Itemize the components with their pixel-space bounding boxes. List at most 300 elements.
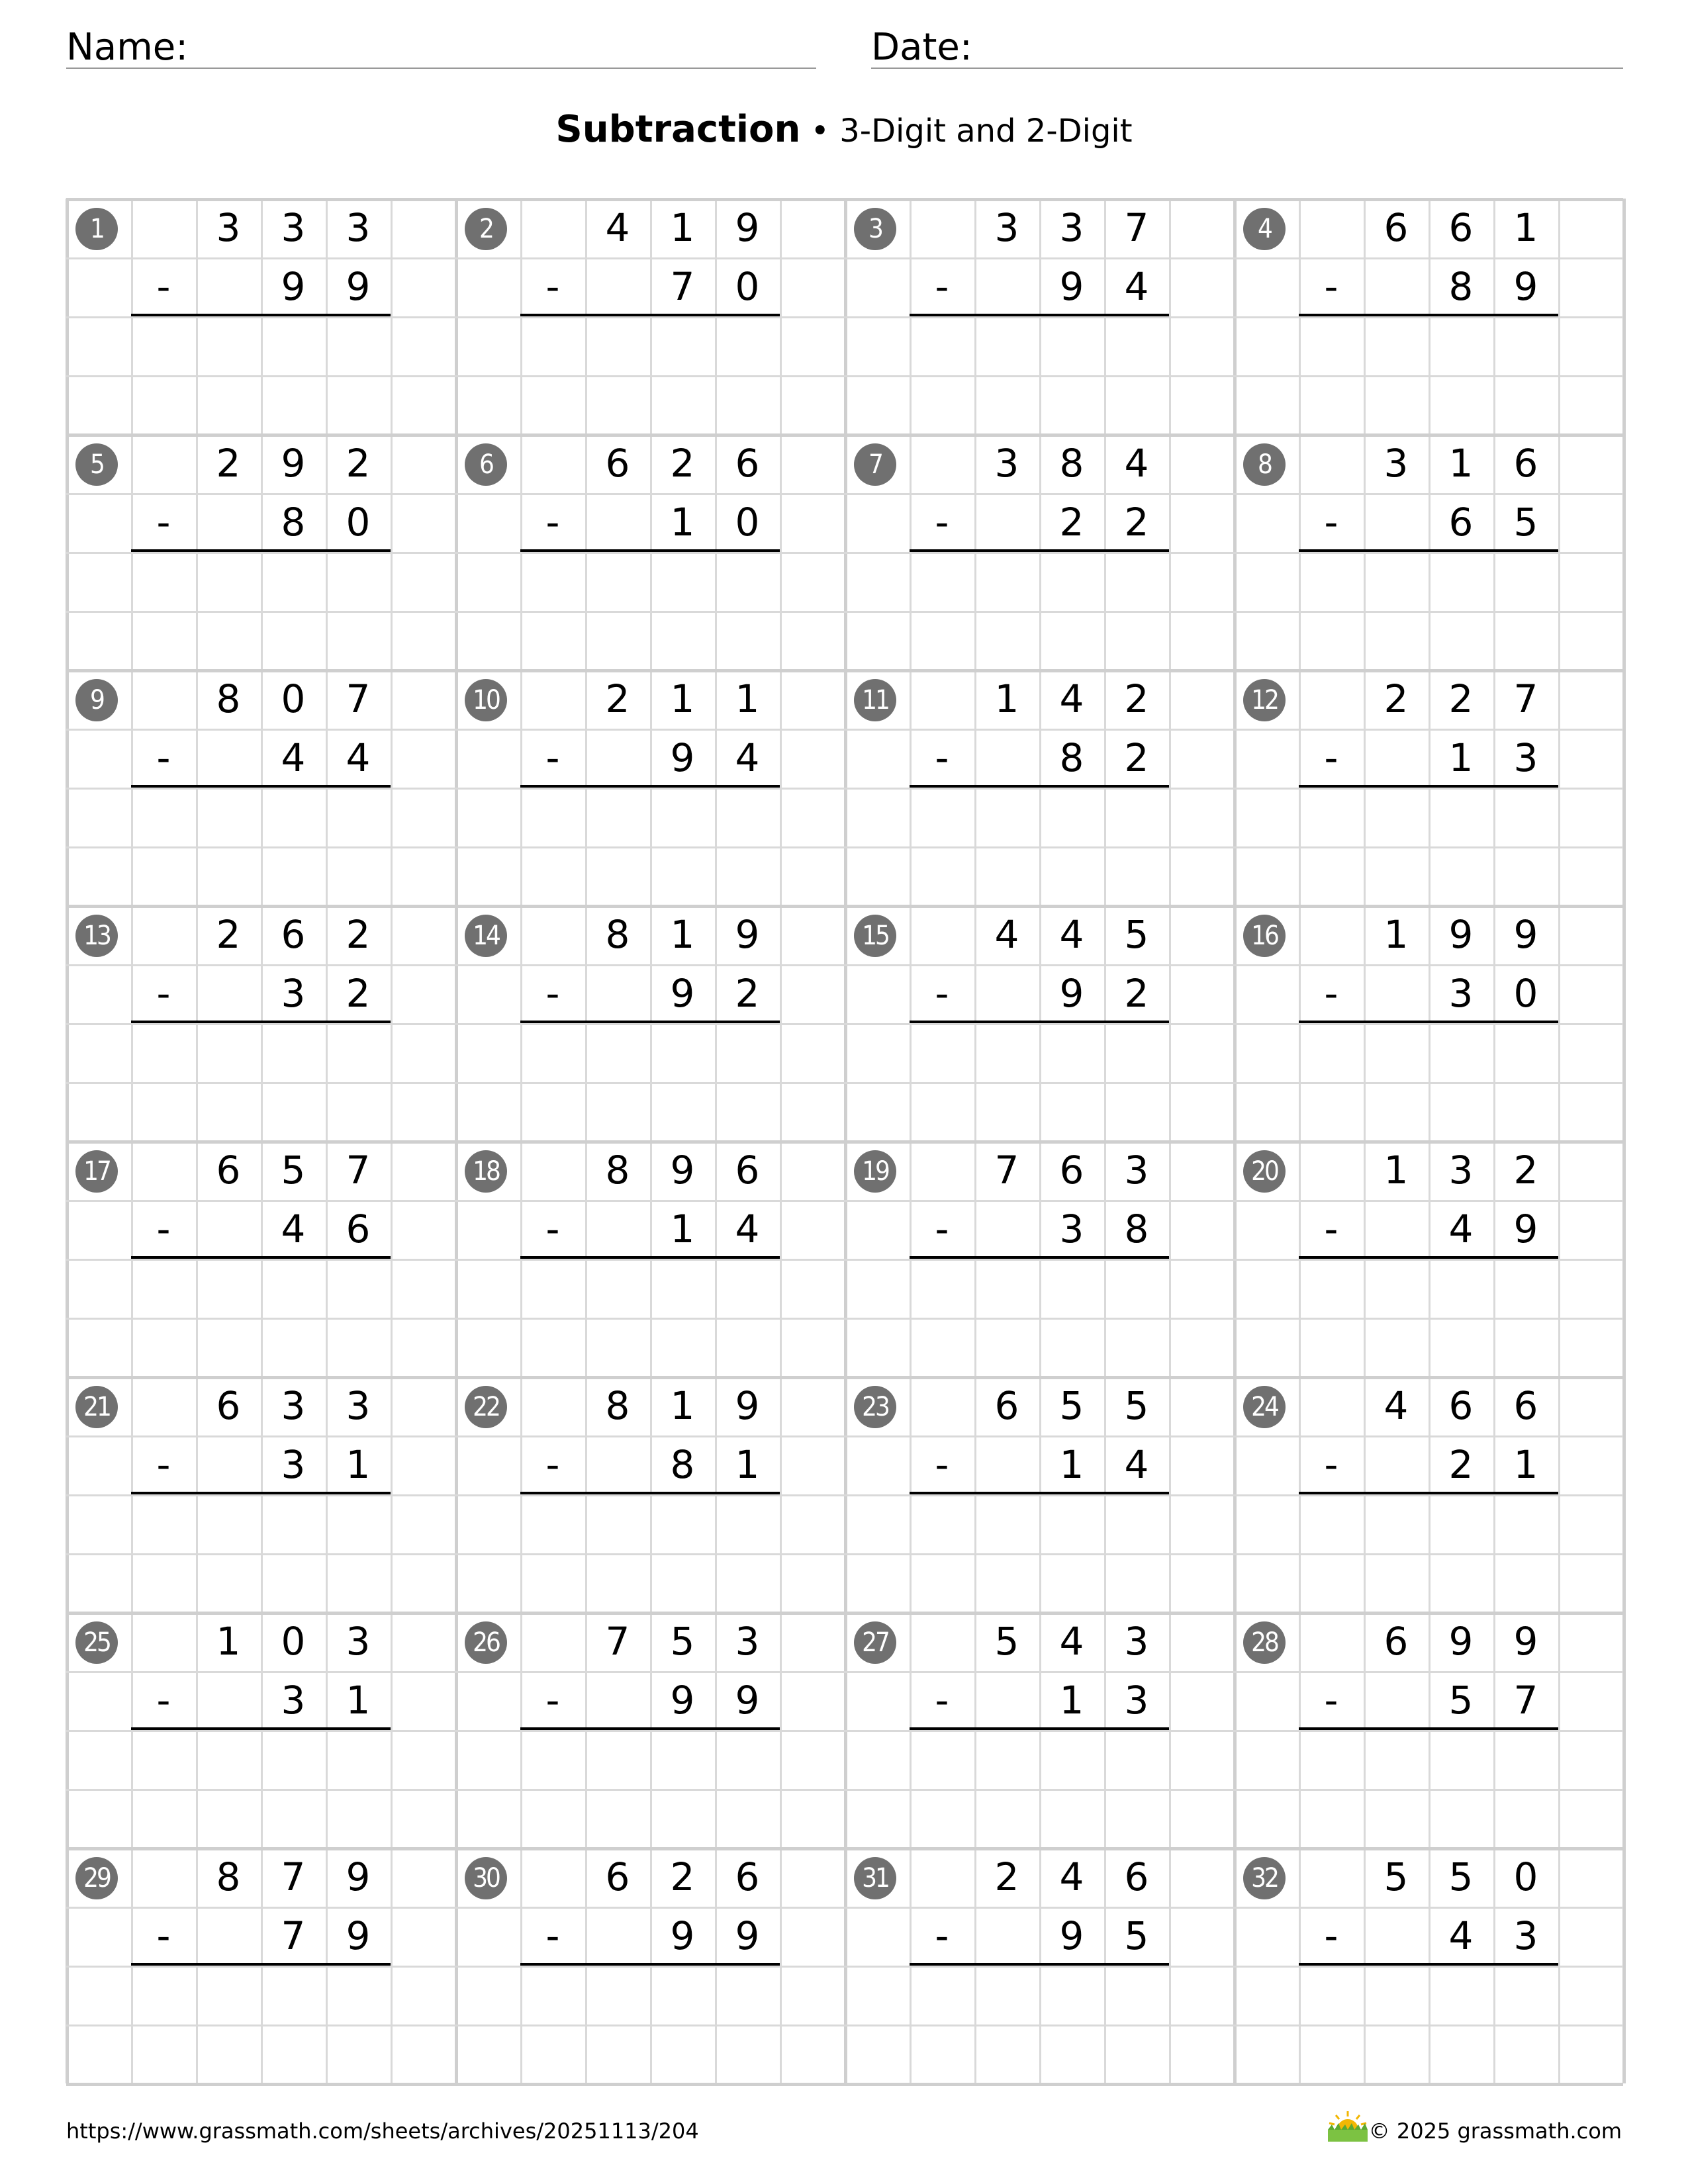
minuend-digit: 3	[1383, 441, 1409, 486]
minus-sign: -	[545, 1442, 560, 1487]
subtrahend-digit: 8	[1448, 264, 1474, 309]
minuend-digit: 6	[1448, 205, 1474, 250]
answer-line	[910, 785, 1169, 788]
subtrahend-digit: 4	[1448, 1206, 1474, 1251]
minuend-digit: 6	[1513, 1383, 1538, 1428]
subtrahend-digit: 6	[1448, 500, 1474, 545]
minus-sign: -	[545, 1678, 560, 1723]
minuend-digit: 1	[1513, 205, 1538, 250]
subtitle-text: 3-Digit and 2-Digit	[839, 113, 1133, 150]
subtrahend-digit: 1	[670, 500, 695, 545]
answer-line	[1299, 1963, 1558, 1966]
subtrahend-digit: 1	[1448, 735, 1474, 780]
minuend-digit: 7	[346, 1148, 371, 1193]
minuend-digit: 9	[281, 441, 306, 486]
problem-number-badge: 14	[465, 915, 507, 957]
problem-20	[1234, 1141, 1623, 1377]
subtrahend-digit: 3	[1513, 1913, 1538, 1958]
minuend-digit: 2	[216, 441, 241, 486]
subtrahend-digit: 2	[1124, 500, 1149, 545]
minuend-digit: 4	[1059, 1619, 1084, 1664]
subtrahend-digit: 9	[735, 1913, 760, 1958]
problem-31	[845, 1848, 1234, 2083]
minuend-digit: 9	[670, 1148, 695, 1193]
problem-3	[845, 199, 1234, 434]
minuend-digit: 0	[281, 1619, 306, 1664]
subtrahend-digit: 1	[735, 1442, 760, 1487]
minuend-digit: 4	[1059, 1854, 1084, 1899]
worksheet-title	[0, 103, 1688, 158]
minuend-digit: 2	[1383, 676, 1409, 721]
answer-line	[910, 1727, 1169, 1730]
minuend-digit: 1	[1383, 1148, 1409, 1193]
answer-line	[910, 1021, 1169, 1023]
subtrahend-digit: 4	[1448, 1913, 1474, 1958]
minus-sign: -	[156, 1913, 171, 1958]
problem-number-badge: 9	[75, 679, 118, 721]
subtrahend-digit: 4	[735, 735, 760, 780]
subtrahend-digit: 4	[1124, 264, 1149, 309]
subtrahend-digit: 9	[670, 735, 695, 780]
minuend-digit: 6	[605, 1854, 630, 1899]
minuend-digit: 6	[735, 1148, 760, 1193]
minuend-digit: 0	[281, 676, 306, 721]
minus-sign: -	[156, 1678, 171, 1723]
problem-grid	[66, 199, 1623, 2083]
minuend-digit: 8	[605, 1148, 630, 1193]
subtrahend-digit: 9	[1059, 1913, 1084, 1958]
subtrahend-digit: 2	[1059, 500, 1084, 545]
minuend-digit: 7	[994, 1148, 1019, 1193]
minus-sign: -	[935, 735, 949, 780]
minuend-digit: 3	[1059, 205, 1084, 250]
minus-sign: -	[156, 971, 171, 1016]
minuend-digit: 1	[670, 1383, 695, 1428]
minuend-digit: 6	[735, 441, 760, 486]
answer-line	[520, 1256, 780, 1259]
problem-11	[845, 670, 1234, 905]
answer-line	[910, 1256, 1169, 1259]
minuend-digit: 6	[1059, 1148, 1084, 1193]
subtrahend-digit: 4	[346, 735, 371, 780]
problem-15	[845, 905, 1234, 1141]
answer-line	[520, 1492, 780, 1494]
minus-sign: -	[545, 971, 560, 1016]
subtrahend-digit: 7	[281, 1913, 306, 1958]
minus-sign: -	[935, 971, 949, 1016]
minus-sign: -	[545, 264, 560, 309]
answer-line	[131, 785, 391, 788]
answer-line	[1299, 549, 1558, 552]
subtrahend-digit: 1	[346, 1442, 371, 1487]
answer-line	[1299, 1256, 1558, 1259]
problem-number-badge: 19	[854, 1150, 896, 1193]
minuend-digit: 6	[605, 441, 630, 486]
minuend-digit: 3	[216, 205, 241, 250]
answer-line	[520, 1963, 780, 1966]
subtrahend-digit: 3	[1448, 971, 1474, 1016]
minus-sign: -	[935, 1913, 949, 1958]
problem-10	[455, 670, 845, 905]
minus-sign: -	[156, 735, 171, 780]
subtrahend-digit: 0	[1513, 971, 1538, 1016]
minus-sign: -	[1324, 735, 1338, 780]
answer-line	[131, 1963, 391, 1966]
minus-sign: -	[1324, 1442, 1338, 1487]
problem-number-badge: 1	[75, 208, 118, 250]
minuend-digit: 3	[281, 205, 306, 250]
minuend-digit: 2	[346, 441, 371, 486]
minuend-digit: 4	[1059, 912, 1084, 957]
minuend-digit: 8	[605, 912, 630, 957]
subtrahend-digit: 9	[1059, 971, 1084, 1016]
problem-27	[845, 1612, 1234, 1848]
subtrahend-digit: 5	[1513, 500, 1538, 545]
problem-number-badge: 25	[75, 1621, 118, 1664]
subtrahend-digit: 6	[346, 1206, 371, 1251]
subtrahend-digit: 9	[735, 1678, 760, 1723]
minus-sign: -	[935, 1206, 949, 1251]
minuend-digit: 4	[994, 912, 1019, 957]
subtrahend-digit: 4	[281, 735, 306, 780]
minus-sign: -	[1324, 1913, 1338, 1958]
minuend-digit: 5	[1383, 1854, 1409, 1899]
minuend-digit: 1	[735, 676, 760, 721]
problem-number-badge: 2	[465, 208, 507, 250]
minuend-digit: 1	[1383, 912, 1409, 957]
subtrahend-digit: 5	[1124, 1913, 1149, 1958]
minuend-digit: 2	[1124, 676, 1149, 721]
answer-line	[520, 314, 780, 316]
problem-number-badge: 6	[465, 443, 507, 486]
minuend-digit: 9	[1513, 912, 1538, 957]
problem-number-badge: 26	[465, 1621, 507, 1664]
answer-line	[520, 1021, 780, 1023]
answer-line	[131, 1256, 391, 1259]
minuend-digit: 4	[1059, 676, 1084, 721]
minus-sign: -	[1324, 1206, 1338, 1251]
subtrahend-digit: 7	[670, 264, 695, 309]
problem-12	[1234, 670, 1623, 905]
answer-line	[1299, 785, 1558, 788]
answer-line	[1299, 1021, 1558, 1023]
minuend-digit: 2	[670, 1854, 695, 1899]
problem-13	[66, 905, 455, 1141]
minuend-digit: 1	[670, 205, 695, 250]
problem-6	[455, 434, 845, 670]
minuend-digit: 5	[1059, 1383, 1084, 1428]
problem-number-badge: 32	[1243, 1857, 1286, 1899]
problem-17	[66, 1141, 455, 1377]
problem-32	[1234, 1848, 1623, 2083]
problem-19	[845, 1141, 1234, 1377]
minuend-digit: 3	[281, 1383, 306, 1428]
problem-number-badge: 11	[854, 679, 896, 721]
problem-16	[1234, 905, 1623, 1141]
answer-line	[1299, 1727, 1558, 1730]
minuend-digit: 2	[605, 676, 630, 721]
subtrahend-digit: 4	[1124, 1442, 1149, 1487]
answer-line	[910, 314, 1169, 316]
minuend-digit: 9	[735, 1383, 760, 1428]
problem-2	[455, 199, 845, 434]
problem-22	[455, 1377, 845, 1612]
problem-number-badge: 10	[465, 679, 507, 721]
minuend-digit: 6	[1513, 441, 1538, 486]
subtrahend-digit: 9	[346, 1913, 371, 1958]
problem-number-badge: 5	[75, 443, 118, 486]
minuend-digit: 7	[281, 1854, 306, 1899]
subtrahend-digit: 9	[346, 264, 371, 309]
minus-sign: -	[545, 1206, 560, 1251]
problem-number-badge: 13	[75, 915, 118, 957]
grass-sun-logo-icon	[1324, 2110, 1372, 2144]
subtrahend-digit: 7	[1513, 1678, 1538, 1723]
minus-sign: -	[935, 264, 949, 309]
minuend-digit: 9	[1513, 1619, 1538, 1664]
problem-4	[1234, 199, 1623, 434]
minuend-digit: 8	[605, 1383, 630, 1428]
minuend-digit: 3	[346, 205, 371, 250]
minuend-digit: 9	[1448, 912, 1474, 957]
minuend-digit: 5	[1124, 1383, 1149, 1428]
subtrahend-digit: 3	[1124, 1678, 1149, 1723]
minuend-digit: 8	[216, 1854, 241, 1899]
subtrahend-digit: 4	[735, 1206, 760, 1251]
subtrahend-digit: 2	[735, 971, 760, 1016]
answer-line	[131, 314, 391, 316]
minuend-digit: 4	[1124, 441, 1149, 486]
answer-line	[520, 785, 780, 788]
answer-line	[131, 1021, 391, 1023]
minuend-digit: 3	[1124, 1148, 1149, 1193]
problem-7	[845, 434, 1234, 670]
minus-sign: -	[156, 500, 171, 545]
minus-sign: -	[545, 735, 560, 780]
subtrahend-digit: 9	[1513, 264, 1538, 309]
subtrahend-digit: 2	[346, 971, 371, 1016]
title-text: Subtraction	[555, 108, 801, 151]
minuend-digit: 6	[994, 1383, 1019, 1428]
problem-8	[1234, 434, 1623, 670]
subtrahend-digit: 1	[1059, 1678, 1084, 1723]
minuend-digit: 3	[346, 1383, 371, 1428]
minus-sign: -	[935, 1678, 949, 1723]
problem-number-badge: 30	[465, 1857, 507, 1899]
subtrahend-digit: 1	[1513, 1442, 1538, 1487]
minuend-digit: 3	[994, 205, 1019, 250]
subtrahend-digit: 4	[281, 1206, 306, 1251]
subtrahend-digit: 2	[1124, 971, 1149, 1016]
answer-line	[910, 1492, 1169, 1494]
minuend-digit: 5	[1448, 1854, 1474, 1899]
minus-sign: -	[935, 500, 949, 545]
subtrahend-digit: 0	[735, 500, 760, 545]
minus-sign: -	[156, 264, 171, 309]
answer-line	[131, 1492, 391, 1494]
problem-18	[455, 1141, 845, 1377]
minuend-digit: 6	[216, 1383, 241, 1428]
problem-9	[66, 670, 455, 905]
problem-number-badge: 16	[1243, 915, 1286, 957]
minuend-digit: 0	[1513, 1854, 1538, 1899]
problem-number-badge: 24	[1243, 1386, 1286, 1428]
subtrahend-digit: 0	[346, 500, 371, 545]
minus-sign: -	[156, 1442, 171, 1487]
minuend-digit: 3	[346, 1619, 371, 1664]
minuend-digit: 5	[281, 1148, 306, 1193]
minuend-digit: 6	[1448, 1383, 1474, 1428]
problem-5	[66, 434, 455, 670]
minuend-digit: 4	[605, 205, 630, 250]
subtrahend-digit: 2	[1124, 735, 1149, 780]
answer-line	[1299, 1492, 1558, 1494]
footer-url: https://www.grassmath.com/sheets/archives/20251113/204	[66, 2118, 699, 2144]
problem-1	[66, 199, 455, 434]
subtrahend-digit: 1	[346, 1678, 371, 1723]
minuend-digit: 2	[994, 1854, 1019, 1899]
subtrahend-digit: 3	[1513, 735, 1538, 780]
minuend-digit: 4	[1383, 1383, 1409, 1428]
minuend-digit: 1	[216, 1619, 241, 1664]
name-field[interactable]	[66, 68, 816, 69]
problem-number-badge: 3	[854, 208, 896, 250]
minuend-digit: 1	[670, 676, 695, 721]
answer-line	[131, 1727, 391, 1730]
subtrahend-digit: 3	[281, 1442, 306, 1487]
minus-sign: -	[935, 1442, 949, 1487]
problem-number-badge: 31	[854, 1857, 896, 1899]
minuend-digit: 6	[735, 1854, 760, 1899]
problem-24	[1234, 1377, 1623, 1612]
minus-sign: -	[545, 1913, 560, 1958]
minuend-digit: 7	[346, 676, 371, 721]
problem-number-badge: 29	[75, 1857, 118, 1899]
minuend-digit: 1	[670, 912, 695, 957]
minuend-digit: 3	[1124, 1619, 1149, 1664]
minuend-digit: 9	[1448, 1619, 1474, 1664]
problem-23	[845, 1377, 1234, 1612]
problem-25	[66, 1612, 455, 1848]
subtrahend-digit: 1	[670, 1206, 695, 1251]
problem-number-badge: 4	[1243, 208, 1286, 250]
minuend-digit: 6	[281, 912, 306, 957]
problem-number-badge: 21	[75, 1386, 118, 1428]
minuend-digit: 1	[1448, 441, 1474, 486]
name-label: Name:	[66, 26, 189, 69]
subtrahend-digit: 8	[1124, 1206, 1149, 1251]
minuend-digit: 5	[1124, 912, 1149, 957]
minuend-digit: 6	[1383, 1619, 1409, 1664]
subtrahend-digit: 5	[1448, 1678, 1474, 1723]
minuend-digit: 9	[735, 912, 760, 957]
problem-28	[1234, 1612, 1623, 1848]
minuend-digit: 3	[1448, 1148, 1474, 1193]
minuend-digit: 6	[216, 1148, 241, 1193]
minuend-digit: 2	[1448, 676, 1474, 721]
minuend-digit: 9	[346, 1854, 371, 1899]
subtrahend-digit: 0	[735, 264, 760, 309]
minuend-digit: 1	[994, 676, 1019, 721]
subtrahend-digit: 3	[281, 971, 306, 1016]
problem-number-badge: 23	[854, 1386, 896, 1428]
minuend-digit: 7	[1513, 676, 1538, 721]
problem-number-badge: 8	[1243, 443, 1286, 486]
minuend-digit: 5	[994, 1619, 1019, 1664]
minuend-digit: 8	[1059, 441, 1084, 486]
subtrahend-digit: 8	[1059, 735, 1084, 780]
answer-line	[1299, 314, 1558, 316]
minus-sign: -	[156, 1206, 171, 1251]
minuend-digit: 6	[1124, 1854, 1149, 1899]
minus-sign: -	[1324, 971, 1338, 1016]
minuend-digit: 7	[1124, 205, 1149, 250]
problem-number-badge: 18	[465, 1150, 507, 1193]
problem-number-badge: 12	[1243, 679, 1286, 721]
minuend-digit: 2	[216, 912, 241, 957]
subtrahend-digit: 9	[1513, 1206, 1538, 1251]
subtrahend-digit: 3	[281, 1678, 306, 1723]
minuend-digit: 2	[346, 912, 371, 957]
problem-number-badge: 20	[1243, 1150, 1286, 1193]
problem-number-badge: 7	[854, 443, 896, 486]
date-label: Date:	[871, 26, 972, 69]
minus-sign: -	[1324, 1678, 1338, 1723]
subtrahend-digit: 9	[670, 1913, 695, 1958]
footer-copyright: © 2025 grassmath.com	[1368, 2118, 1622, 2144]
minuend-digit: 7	[605, 1619, 630, 1664]
subtrahend-digit: 8	[670, 1442, 695, 1487]
problem-number-badge: 22	[465, 1386, 507, 1428]
answer-line	[910, 1963, 1169, 1966]
problem-number-badge: 27	[854, 1621, 896, 1664]
subtrahend-digit: 9	[281, 264, 306, 309]
minuend-digit: 5	[670, 1619, 695, 1664]
problem-26	[455, 1612, 845, 1848]
date-field[interactable]	[871, 68, 1623, 69]
minuend-digit: 2	[1513, 1148, 1538, 1193]
minuend-digit: 3	[735, 1619, 760, 1664]
subtrahend-digit: 3	[1059, 1206, 1084, 1251]
problem-30	[455, 1848, 845, 2083]
minuend-digit: 3	[994, 441, 1019, 486]
subtrahend-digit: 9	[1059, 264, 1084, 309]
subtrahend-digit: 2	[1448, 1442, 1474, 1487]
minus-sign: -	[1324, 500, 1338, 545]
answer-line	[520, 1727, 780, 1730]
problem-29	[66, 1848, 455, 2083]
problem-number-badge: 17	[75, 1150, 118, 1193]
subtrahend-digit: 1	[1059, 1442, 1084, 1487]
problem-21	[66, 1377, 455, 1612]
minus-sign: -	[545, 500, 560, 545]
answer-line	[910, 549, 1169, 552]
answer-line	[520, 549, 780, 552]
minuend-digit: 8	[216, 676, 241, 721]
minuend-digit: 9	[735, 205, 760, 250]
subtrahend-digit: 9	[670, 971, 695, 1016]
problem-number-badge: 15	[854, 915, 896, 957]
problem-number-badge: 28	[1243, 1621, 1286, 1664]
problem-14	[455, 905, 845, 1141]
answer-line	[131, 549, 391, 552]
minus-sign: -	[1324, 264, 1338, 309]
minuend-digit: 2	[670, 441, 695, 486]
minuend-digit: 6	[1383, 205, 1409, 250]
subtrahend-digit: 8	[281, 500, 306, 545]
subtrahend-digit: 9	[670, 1678, 695, 1723]
title-separator: •	[800, 113, 840, 150]
